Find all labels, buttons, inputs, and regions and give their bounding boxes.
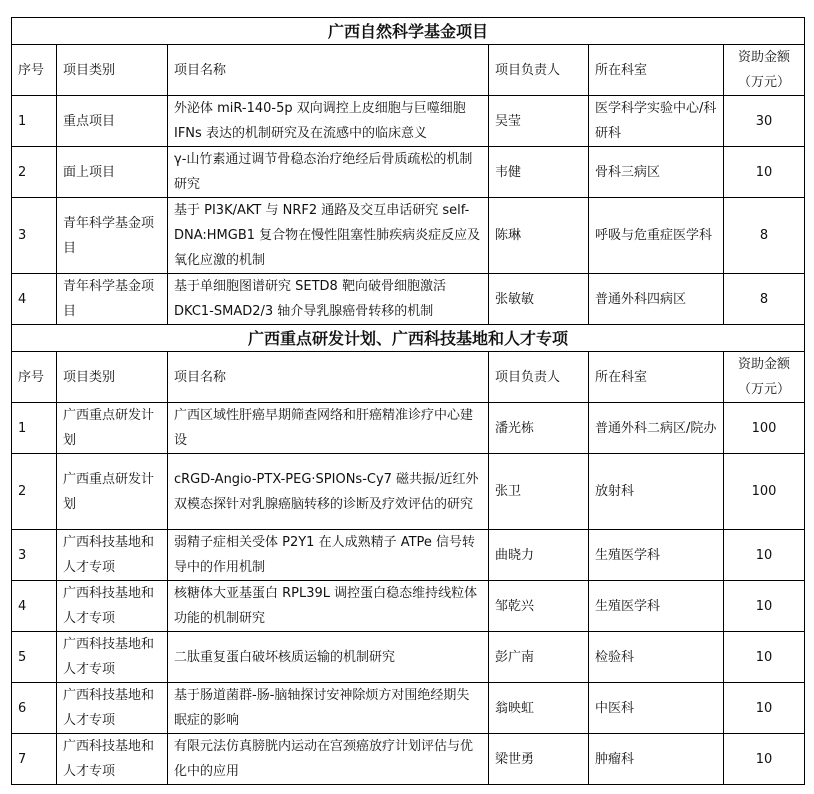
cell-leader: 韦健 <box>489 147 589 198</box>
header-row <box>12 352 805 403</box>
cell-category: 广西重点研发计划 <box>57 454 168 530</box>
header-dept: 所在科室 <box>589 45 724 96</box>
cell-dept: 普通外科二病区/院办 <box>589 403 724 454</box>
cell-amount: 8 <box>724 198 805 274</box>
table-row <box>12 403 805 454</box>
cell-name: 有限元法仿真膀胱内运动在宫颈癌放疗计划评估与优化中的应用 <box>168 734 489 785</box>
cell-category: 广西科技基地和人才专项 <box>57 530 168 581</box>
cell-amount: 30 <box>724 96 805 147</box>
cell-no: 2 <box>12 147 57 198</box>
header-amount-line2: （万元） <box>738 382 791 397</box>
cell-no: 4 <box>12 581 57 632</box>
cell-no: 1 <box>12 96 57 147</box>
cell-amount: 8 <box>724 274 805 325</box>
cell-no: 2 <box>12 454 57 530</box>
cell-dept: 放射科 <box>589 454 724 530</box>
cell-dept: 肿瘤科 <box>589 734 724 785</box>
cell-category: 广西科技基地和人才专项 <box>57 632 168 683</box>
cell-no: 5 <box>12 632 57 683</box>
table-row <box>12 147 805 198</box>
cell-dept: 普通外科四病区 <box>589 274 724 325</box>
cell-category: 面上项目 <box>57 147 168 198</box>
cell-leader: 陈琳 <box>489 198 589 274</box>
cell-leader: 张敏敏 <box>489 274 589 325</box>
section-title: 广西重点研发计划、广西科技基地和人才专项 <box>12 325 805 352</box>
cell-name: 基于 PI3K/AKT 与 NRF2 通路及交互串话研究 self-DNA:HMGB1 复合物在慢性阻塞性肺疾病炎症反应及氧化应激的机制 <box>168 198 489 274</box>
cell-no: 6 <box>12 683 57 734</box>
cell-amount: 10 <box>724 632 805 683</box>
cell-dept: 检验科 <box>589 632 724 683</box>
cell-dept: 骨科三病区 <box>589 147 724 198</box>
cell-leader: 彭广南 <box>489 632 589 683</box>
cell-leader: 邹乾兴 <box>489 581 589 632</box>
cell-name: γ-山竹素通过调节骨稳态治疗绝经后骨质疏松的机制研究 <box>168 147 489 198</box>
header-row <box>12 45 805 96</box>
header-leader: 项目负责人 <box>489 45 589 96</box>
cell-category: 广西科技基地和人才专项 <box>57 734 168 785</box>
cell-name: 基于单细胞图谱研究 SETD8 靶向破骨细胞激活 DKC1-SMAD2/3 轴介导乳腺癌骨转移的机制 <box>168 274 489 325</box>
header-amount-line1: 资助金额 <box>738 357 791 372</box>
cell-leader: 翁映虹 <box>489 683 589 734</box>
cell-name: 基于肠道菌群-肠-脑轴探讨安神除烦方对围绝经期失眠症的影响 <box>168 683 489 734</box>
table-row <box>12 683 805 734</box>
cell-name: 核糖体大亚基蛋白 RPL39L 调控蛋白稳态维持线粒体功能的机制研究 <box>168 581 489 632</box>
cell-category: 重点项目 <box>57 96 168 147</box>
cell-category: 广西重点研发计划 <box>57 403 168 454</box>
table-row <box>12 96 805 147</box>
cell-amount: 10 <box>724 734 805 785</box>
table-row <box>12 581 805 632</box>
cell-category: 青年科学基金项目 <box>57 198 168 274</box>
section-title-row <box>12 325 805 352</box>
cell-dept: 呼吸与危重症医学科 <box>589 198 724 274</box>
header-name: 项目名称 <box>168 45 489 96</box>
cell-leader: 曲晓力 <box>489 530 589 581</box>
cell-amount: 10 <box>724 530 805 581</box>
cell-no: 3 <box>12 198 57 274</box>
table-row <box>12 274 805 325</box>
cell-name: 外泌体 miR-140-5p 双向调控上皮细胞与巨噬细胞 IFNs 表达的机制研究及在流感中的临床意义 <box>168 96 489 147</box>
cell-leader: 潘光栋 <box>489 403 589 454</box>
cell-category: 广西科技基地和人才专项 <box>57 581 168 632</box>
cell-dept: 生殖医学科 <box>589 581 724 632</box>
cell-name: 广西区域性肝癌早期筛查网络和肝癌精准诊疗中心建设 <box>168 403 489 454</box>
cell-no: 1 <box>12 403 57 454</box>
cell-amount: 100 <box>724 403 805 454</box>
table-row <box>12 198 805 274</box>
table-row <box>12 530 805 581</box>
header-amount <box>724 352 805 403</box>
cell-dept: 医学科学实验中心/科研科 <box>589 96 724 147</box>
cell-no: 4 <box>12 274 57 325</box>
header-category: 项目类别 <box>57 45 168 96</box>
header-amount-line2: （万元） <box>738 75 791 90</box>
projects-table <box>11 17 805 785</box>
header-dept: 所在科室 <box>589 352 724 403</box>
cell-name: cRGD-Angio-PTX-PEG·SPIONs-Cy7 磁共振/近红外双模态探针对乳腺癌脑转移的诊断及疗效评估的研究 <box>168 454 489 530</box>
header-leader: 项目负责人 <box>489 352 589 403</box>
cell-name: 弱精子症相关受体 P2Y1 在人成熟精子 ATPe 信号转导中的作用机制 <box>168 530 489 581</box>
cell-leader: 吴莹 <box>489 96 589 147</box>
cell-leader: 梁世勇 <box>489 734 589 785</box>
cell-no: 7 <box>12 734 57 785</box>
section-title: 广西自然科学基金项目 <box>12 18 805 45</box>
cell-amount: 10 <box>724 581 805 632</box>
cell-amount: 100 <box>724 454 805 530</box>
cell-category: 青年科学基金项目 <box>57 274 168 325</box>
cell-category: 广西科技基地和人才专项 <box>57 683 168 734</box>
header-no: 序号 <box>12 45 57 96</box>
cell-name: 二肽重复蛋白破坏核质运输的机制研究 <box>168 632 489 683</box>
header-amount <box>724 45 805 96</box>
cell-dept: 生殖医学科 <box>589 530 724 581</box>
header-no: 序号 <box>12 352 57 403</box>
header-category: 项目类别 <box>57 352 168 403</box>
cell-amount: 10 <box>724 683 805 734</box>
table-row <box>12 734 805 785</box>
header-name: 项目名称 <box>168 352 489 403</box>
header-amount-line1: 资助金额 <box>738 50 791 65</box>
section-title-row <box>12 18 805 45</box>
table-row <box>12 454 805 530</box>
cell-no: 3 <box>12 530 57 581</box>
cell-leader: 张卫 <box>489 454 589 530</box>
table-row <box>12 632 805 683</box>
cell-dept: 中医科 <box>589 683 724 734</box>
cell-amount: 10 <box>724 147 805 198</box>
